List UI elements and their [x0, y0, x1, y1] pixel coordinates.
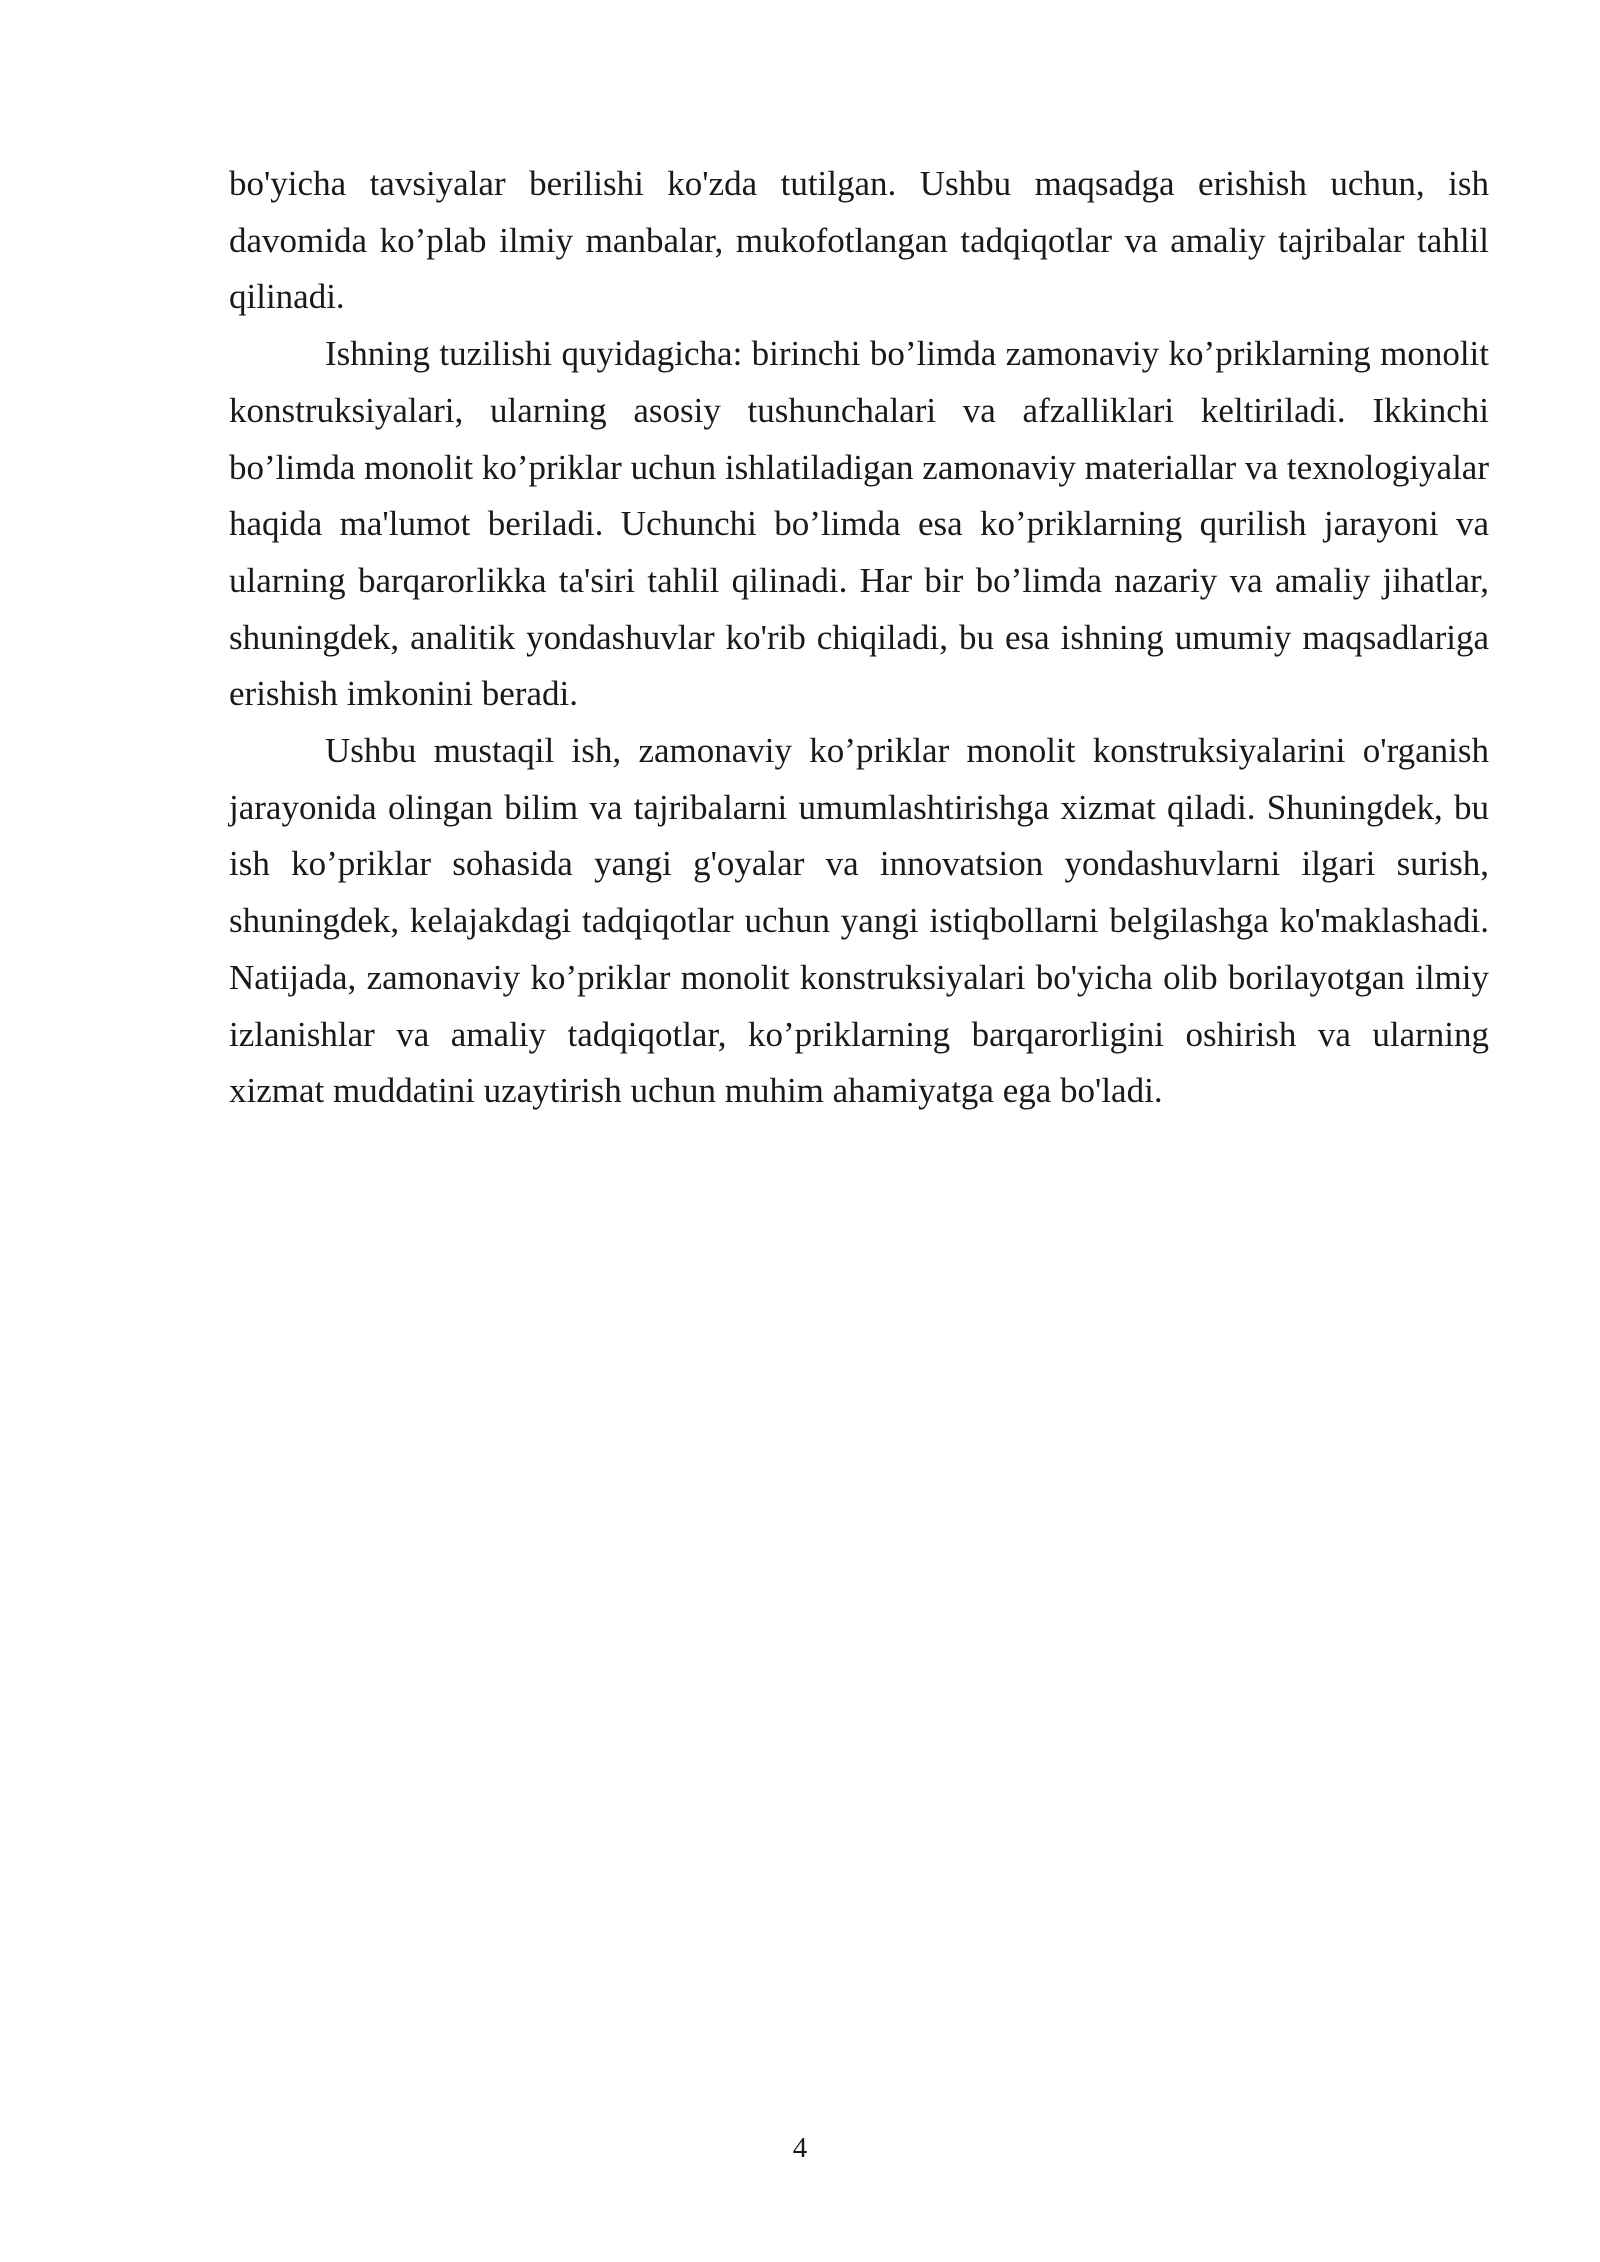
- page-number: 4: [792, 2132, 808, 2164]
- paragraph-continuation: bo'yicha tavsiyalar berilishi ko'zda tutilgan. Ushbu maqsadga erishish uchun, ish davomida ko’plab ilmiy manbalar, mukofotlangan tadqiqotlar va amaliy tajribalar tahlil qilinadi.: [229, 164, 1489, 317]
- body-text: [229, 156, 1489, 1120]
- paragraph-structure: Ishning tuzilishi quyidagicha: birinchi bo’limda zamonaviy ko’priklarning monolit konstruksiyalari, ularning asosiy tushunchalari va afzalliklari keltiriladi. Ikkinchi bo’limda monolit ko’priklar uchun ishlatiladigan zamonaviy materiallar va texnologiyalar haqida ma'lumot beriladi. Uchunchi bo’limda esa ko’priklarning qurilish jarayoni va ularning barqarorlikka ta'siri tahlil qilinadi. Har bir bo’limda nazariy va amaliy jihatlar, shuningdek, analitik yondashuvlar ko'rib chiqiladi, bu esa ishning umumiy maqsadlariga erishish imkonini beradi.: [229, 334, 1489, 714]
- paragraph-conclusion: Ushbu mustaqil ish, zamonaviy ko’priklar monolit konstruksiyalarini o'rganish jarayonida olingan bilim va tajribalarni umumlashtirishga xizmat qiladi. Shuningdek, bu ish ko’priklar sohasida yangi g'oyalar va innovatsion yondashuvlarni ilgari surish, shuningdek, kelajakdagi tadqiqotlar uchun yangi istiqbollarni belgilashga ko'maklashadi. Natijada, zamonaviy ko’priklar monolit konstruksiyalari bo'yicha olib borilayotgan ilmiy izlanishlar va amaliy tadqiqotlar, ko’priklarning barqarorligini oshirish va ularning xizmat muddatini uzaytirish uchun muhim ahamiyatga ega bo'ladi.: [229, 731, 1489, 1111]
